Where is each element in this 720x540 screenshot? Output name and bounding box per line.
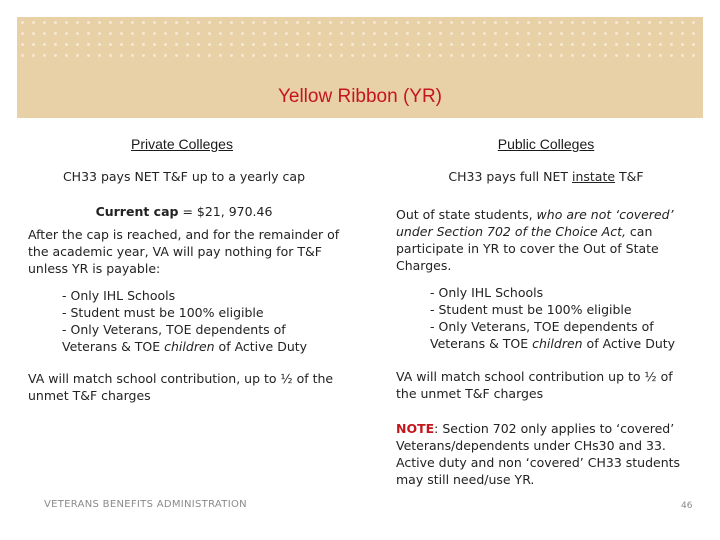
public-line1-instate: instate bbox=[571, 169, 616, 184]
current-cap-value: = $21, 970.46 bbox=[178, 204, 273, 219]
public-line1-post: T&F bbox=[615, 169, 644, 184]
private-req4-em: children bbox=[164, 339, 215, 354]
private-req-ihl: - Only IHL Schools bbox=[62, 288, 176, 303]
note-label: NOTE bbox=[396, 421, 435, 436]
out-of-state-text bbox=[396, 206, 696, 274]
public-req-eligible: - Student must be 100% eligible bbox=[430, 302, 632, 317]
private-match-text: VA will match school contribution, up to ½ of the unmet T&F charges bbox=[28, 371, 334, 403]
title-banner bbox=[17, 17, 703, 118]
private-colleges-column bbox=[28, 136, 340, 404]
current-cap-label: Current cap bbox=[95, 204, 179, 219]
page-number: 46 bbox=[681, 501, 693, 511]
private-req4-pre: Veterans & TOE bbox=[62, 339, 165, 354]
public-req4-pre: Veterans & TOE bbox=[430, 336, 533, 351]
note-text: : Section 702 only applies to ‘covered’ Veterans/dependents under CHs30 and 33. Active duty and non ‘covered’ CH33 students may still need/use YR. bbox=[396, 421, 681, 487]
section-702-note bbox=[396, 420, 696, 488]
private-colleges-heading: Private Colleges bbox=[131, 136, 233, 152]
private-req4-post: of Active Duty bbox=[214, 339, 308, 354]
private-req-eligible: - Student must be 100% eligible bbox=[62, 305, 264, 320]
slide-title: Yellow Ribbon (YR) bbox=[277, 86, 443, 107]
oos-pre: Out of state students, bbox=[396, 207, 537, 222]
current-cap bbox=[28, 203, 340, 220]
private-cap-line: CH33 pays NET T&F up to a yearly cap bbox=[62, 169, 306, 184]
public-req-active-duty bbox=[430, 335, 696, 352]
private-req-veterans: - Only Veterans, TOE dependents of bbox=[62, 322, 286, 337]
public-match-text: VA will match school contribution up to ½ of the unmet T&F charges bbox=[396, 369, 673, 401]
public-instate-line bbox=[396, 168, 696, 185]
public-req-veterans: - Only Veterans, TOE dependents of bbox=[430, 319, 654, 334]
public-colleges-column bbox=[396, 136, 696, 488]
oos-em: who are not ‘covered’ under Section 702 of the Choice Act, bbox=[396, 207, 674, 239]
public-requirements bbox=[396, 284, 696, 352]
public-line1-pre: CH33 pays full NET bbox=[448, 169, 572, 184]
footer-organization: VETERANS BENEFITS ADMINISTRATION bbox=[44, 499, 247, 510]
public-req4-em: children bbox=[532, 336, 583, 351]
private-requirements bbox=[28, 287, 340, 355]
oos-post: can participate in YR to cover the Out of State Charges. bbox=[396, 224, 659, 273]
public-colleges-heading: Public Colleges bbox=[497, 136, 595, 152]
public-req4-post: of Active Duty bbox=[582, 336, 676, 351]
public-req-ihl: - Only IHL Schools bbox=[430, 285, 544, 300]
private-req-active-duty bbox=[62, 338, 340, 355]
after-cap-text: After the cap is reached, and for the remainder of the academic year, VA will pay nothing for T&F unless YR is payable: bbox=[28, 227, 340, 276]
